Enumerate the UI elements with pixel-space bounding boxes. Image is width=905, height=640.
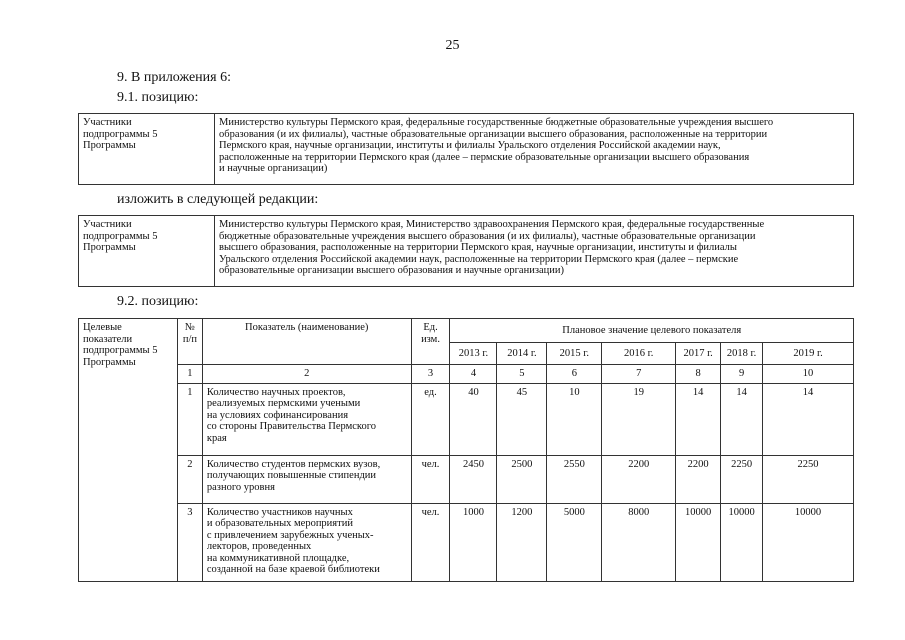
row-num: 2 bbox=[177, 455, 202, 503]
value-cell: 5000 bbox=[547, 503, 602, 581]
col-num-cell: 10 bbox=[763, 365, 854, 384]
new-position-table bbox=[78, 215, 854, 287]
value-cell: 2550 bbox=[547, 455, 602, 503]
col-num-cell: 1 bbox=[177, 365, 202, 384]
year-2013: 2013 г. bbox=[450, 343, 497, 365]
col-num-cell: 4 bbox=[450, 365, 497, 384]
col-num-cell: 9 bbox=[721, 365, 763, 384]
col-num-cell: 6 bbox=[547, 365, 602, 384]
new-position-label: Участники подпрограммы 5 Программы bbox=[79, 216, 215, 287]
value-cell: 2250 bbox=[763, 455, 854, 503]
indicators-label: Целевые показатели подпрограммы 5 Программы bbox=[79, 319, 178, 582]
value-cell: 10000 bbox=[676, 503, 721, 581]
value-cell: 1000 bbox=[450, 503, 497, 581]
old-position-text: Министерство культуры Пермского края, федеральные государственные бюджетные образовательные учреждения высшего образования (и их филиалы), частные образовательные организации высшего образования, расположенные на территории Пермского края, научные организации, институты и филиалы Уральского отделения Российской академии наук, расположенные на территории Пермского края (далее – пермские образовательные организации высшего образования и научные организации) bbox=[215, 114, 854, 185]
year-2016: 2016 г. bbox=[602, 343, 676, 365]
column-number-row bbox=[79, 365, 854, 384]
row-num: 1 bbox=[177, 383, 202, 455]
value-cell: 2500 bbox=[497, 455, 547, 503]
row-name: Количество научных проектов, реализуемых пермскими учеными на условиях софинансирования со стороны Правительства Пермского края bbox=[202, 383, 411, 455]
row-name: Количество студентов пермских вузов, получающих повышенные стипендии разного уровня bbox=[202, 455, 411, 503]
page-number: 25 bbox=[445, 38, 460, 53]
year-2019: 2019 г. bbox=[763, 343, 854, 365]
row-unit: ед. bbox=[411, 383, 450, 455]
table-row bbox=[79, 455, 854, 503]
value-cell: 2250 bbox=[721, 455, 763, 503]
new-position-text: Министерство культуры Пермского края, Министерство здравоохранения Пермского края, федеральные государственные бюджетные образовательные учреждения высшего образования (и их филиалы), частные образовательные организации высшего образования, расположенные на территории Пермского края, научные организации, институты и филиалы Уральского отделения Российской академии наук, расположенные на территории Пермского края (далее – пермские образовательные организации высшего образования и научные организации) bbox=[215, 216, 854, 287]
header-plan: Плановое значение целевого показателя bbox=[450, 319, 854, 343]
row-unit: чел. bbox=[411, 503, 450, 581]
col-num-cell: 2 bbox=[202, 365, 411, 384]
restate-heading: изложить в следующей редакции: bbox=[117, 192, 319, 207]
table-row bbox=[79, 383, 854, 455]
year-2015: 2015 г. bbox=[547, 343, 602, 365]
year-2014: 2014 г. bbox=[497, 343, 547, 365]
year-2018: 2018 г. bbox=[721, 343, 763, 365]
section-9-2-heading: 9.2. позицию: bbox=[117, 294, 199, 309]
value-cell: 19 bbox=[602, 383, 676, 455]
section-9-1-heading: 9.1. позицию: bbox=[117, 90, 199, 105]
indicators-table bbox=[78, 318, 854, 582]
value-cell: 45 bbox=[497, 383, 547, 455]
value-cell: 2200 bbox=[676, 455, 721, 503]
row-name: Количество участников научных и образовательных мероприятий с привлечением зарубежных ученых- лекторов, проведенных на коммуникативной площадке, созданной на базе краевой библиотеки bbox=[202, 503, 411, 581]
year-2017: 2017 г. bbox=[676, 343, 721, 365]
value-cell: 10 bbox=[547, 383, 602, 455]
col-num-cell: 7 bbox=[602, 365, 676, 384]
table-row bbox=[79, 503, 854, 581]
row-unit: чел. bbox=[411, 455, 450, 503]
row-num: 3 bbox=[177, 503, 202, 581]
col-num-cell: 3 bbox=[411, 365, 450, 384]
value-cell: 2450 bbox=[450, 455, 497, 503]
header-name: Показатель (наименование) bbox=[202, 319, 411, 365]
value-cell: 40 bbox=[450, 383, 497, 455]
value-cell: 14 bbox=[721, 383, 763, 455]
value-cell: 14 bbox=[676, 383, 721, 455]
header-unit: Ед. изм. bbox=[411, 319, 450, 365]
col-num-cell: 8 bbox=[676, 365, 721, 384]
old-position-table bbox=[78, 113, 854, 185]
value-cell: 14 bbox=[763, 383, 854, 455]
col-num-cell: 5 bbox=[497, 365, 547, 384]
value-cell: 10000 bbox=[763, 503, 854, 581]
value-cell: 10000 bbox=[721, 503, 763, 581]
old-position-label: Участники подпрограммы 5 Программы bbox=[79, 114, 215, 185]
value-cell: 2200 bbox=[602, 455, 676, 503]
section-9-heading: 9. В приложения 6: bbox=[117, 70, 231, 85]
value-cell: 8000 bbox=[602, 503, 676, 581]
header-num: № п/п bbox=[177, 319, 202, 365]
value-cell: 1200 bbox=[497, 503, 547, 581]
